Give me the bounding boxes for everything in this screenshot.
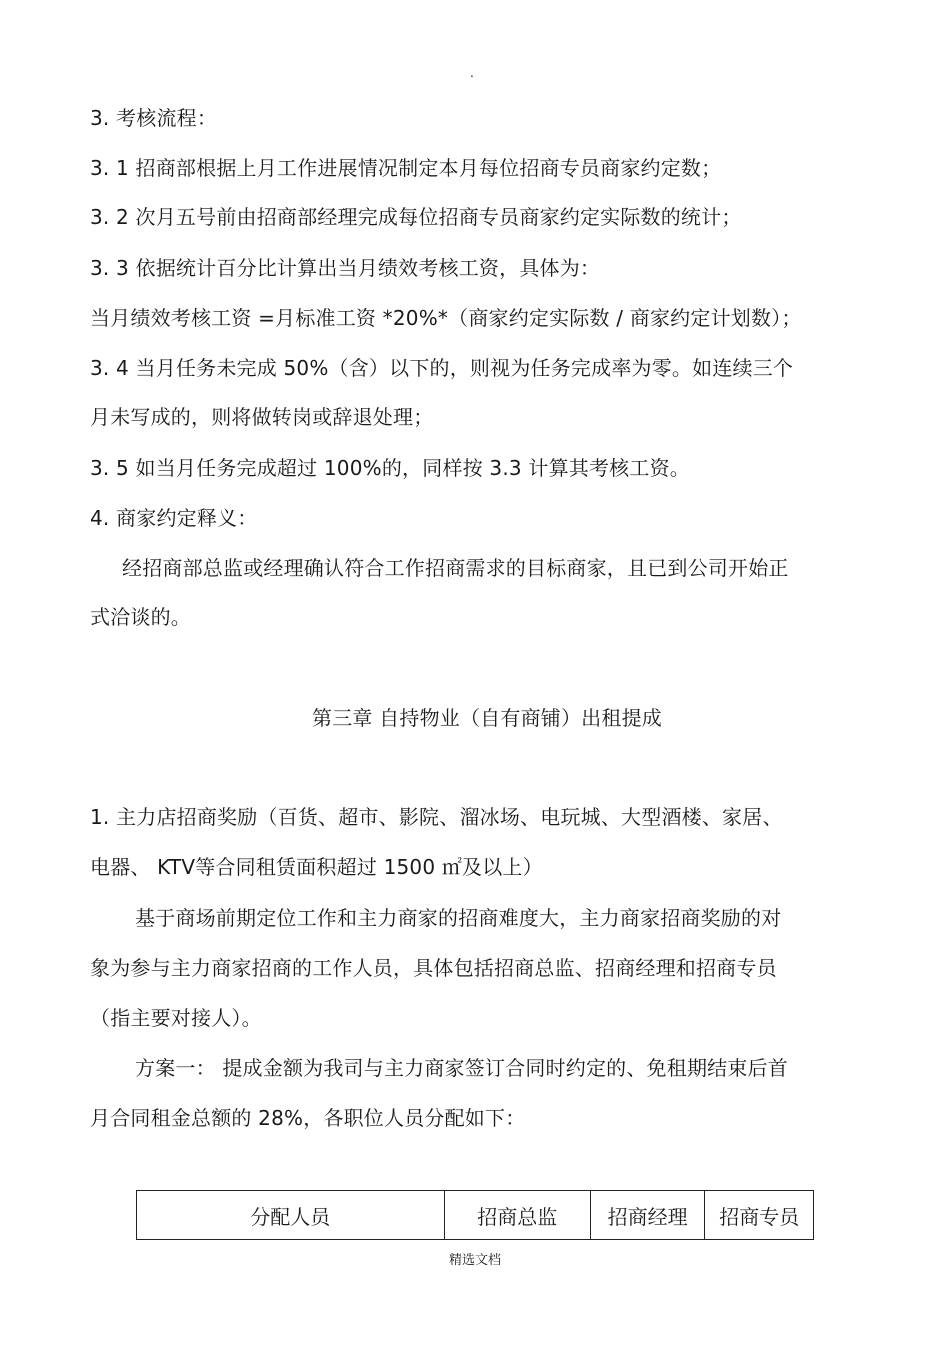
table-header-cell: 招商专员 bbox=[705, 1191, 814, 1240]
formula-line: 当月绩效考核工资 =月标准工资 *20%*（商家约定实际数 / 商家约定计划数）； bbox=[90, 306, 802, 330]
table-header-cell: 招商经理 bbox=[590, 1191, 705, 1240]
item-3-5: 3. 5 如当月任务完成超过 100%的，同样按 3.3 计算其考核工资。 bbox=[90, 456, 690, 480]
plan-one-paragraph-cont: 月合同租金总额的 28%，各职位人员分配如下： bbox=[90, 1106, 526, 1130]
table-header-cell: 分配人员 bbox=[137, 1191, 445, 1240]
item-3-1: 3. 1 招商部根据上月工作进展情况制定本月每位招商专员商家约定数； bbox=[90, 156, 722, 180]
section-3-heading: 3. 考核流程： bbox=[90, 106, 218, 130]
table-header-row bbox=[137, 1191, 814, 1240]
item-3-2: 3. 2 次月五号前由招商部经理完成每位招商专员商家约定实际数的统计； bbox=[90, 205, 742, 229]
definition-paragraph-cont: 式洽谈的。 bbox=[90, 605, 191, 629]
chapter-title: 第三章 自持物业（自有商铺）出租提成 bbox=[312, 706, 662, 730]
item-3-4: 3. 4 当月任务未完成 50%（含）以下的，则视为任务完成率为零。如连续三个 bbox=[90, 356, 794, 380]
plan-one-paragraph: 方案一： 提成金额为我司与主力商家签订合同时约定的、免租期结束后首 bbox=[135, 1056, 788, 1080]
section-4-heading: 4. 商家约定释义： bbox=[90, 506, 258, 530]
reward-paragraph: 基于商场前期定位工作和主力商家的招商难度大，主力商家招商奖励的对 bbox=[135, 906, 782, 930]
header-mark: . bbox=[470, 66, 474, 80]
page-footer: 精选文档 bbox=[448, 1253, 501, 1268]
item-1-heading-cont: 电器、 KTV等合同租赁面积超过 1500 ㎡及以上） bbox=[90, 855, 543, 879]
item-3-4-cont: 月未写成的，则将做转岗或辞退处理； bbox=[90, 405, 434, 429]
item-1-heading: 1. 主力店招商奖励（百货、超市、影院、溜冰场、电玩城、大型酒楼、家居、 bbox=[90, 805, 783, 829]
reward-paragraph-cont-1: 象为参与主力商家招商的工作人员，具体包括招商总监、招商经理和招商专员 bbox=[90, 956, 777, 980]
table-header-cell: 招商总监 bbox=[444, 1191, 590, 1240]
allocation-table bbox=[136, 1190, 814, 1240]
definition-paragraph: 经招商部总监或经理确认符合工作招商需求的目标商家，且已到公司开始正 bbox=[122, 556, 789, 580]
item-3-3: 3. 3 依据统计百分比计算出当月绩效考核工资，具体为： bbox=[90, 256, 601, 280]
reward-paragraph-cont-2: （指主要对接人）。 bbox=[90, 1006, 262, 1030]
